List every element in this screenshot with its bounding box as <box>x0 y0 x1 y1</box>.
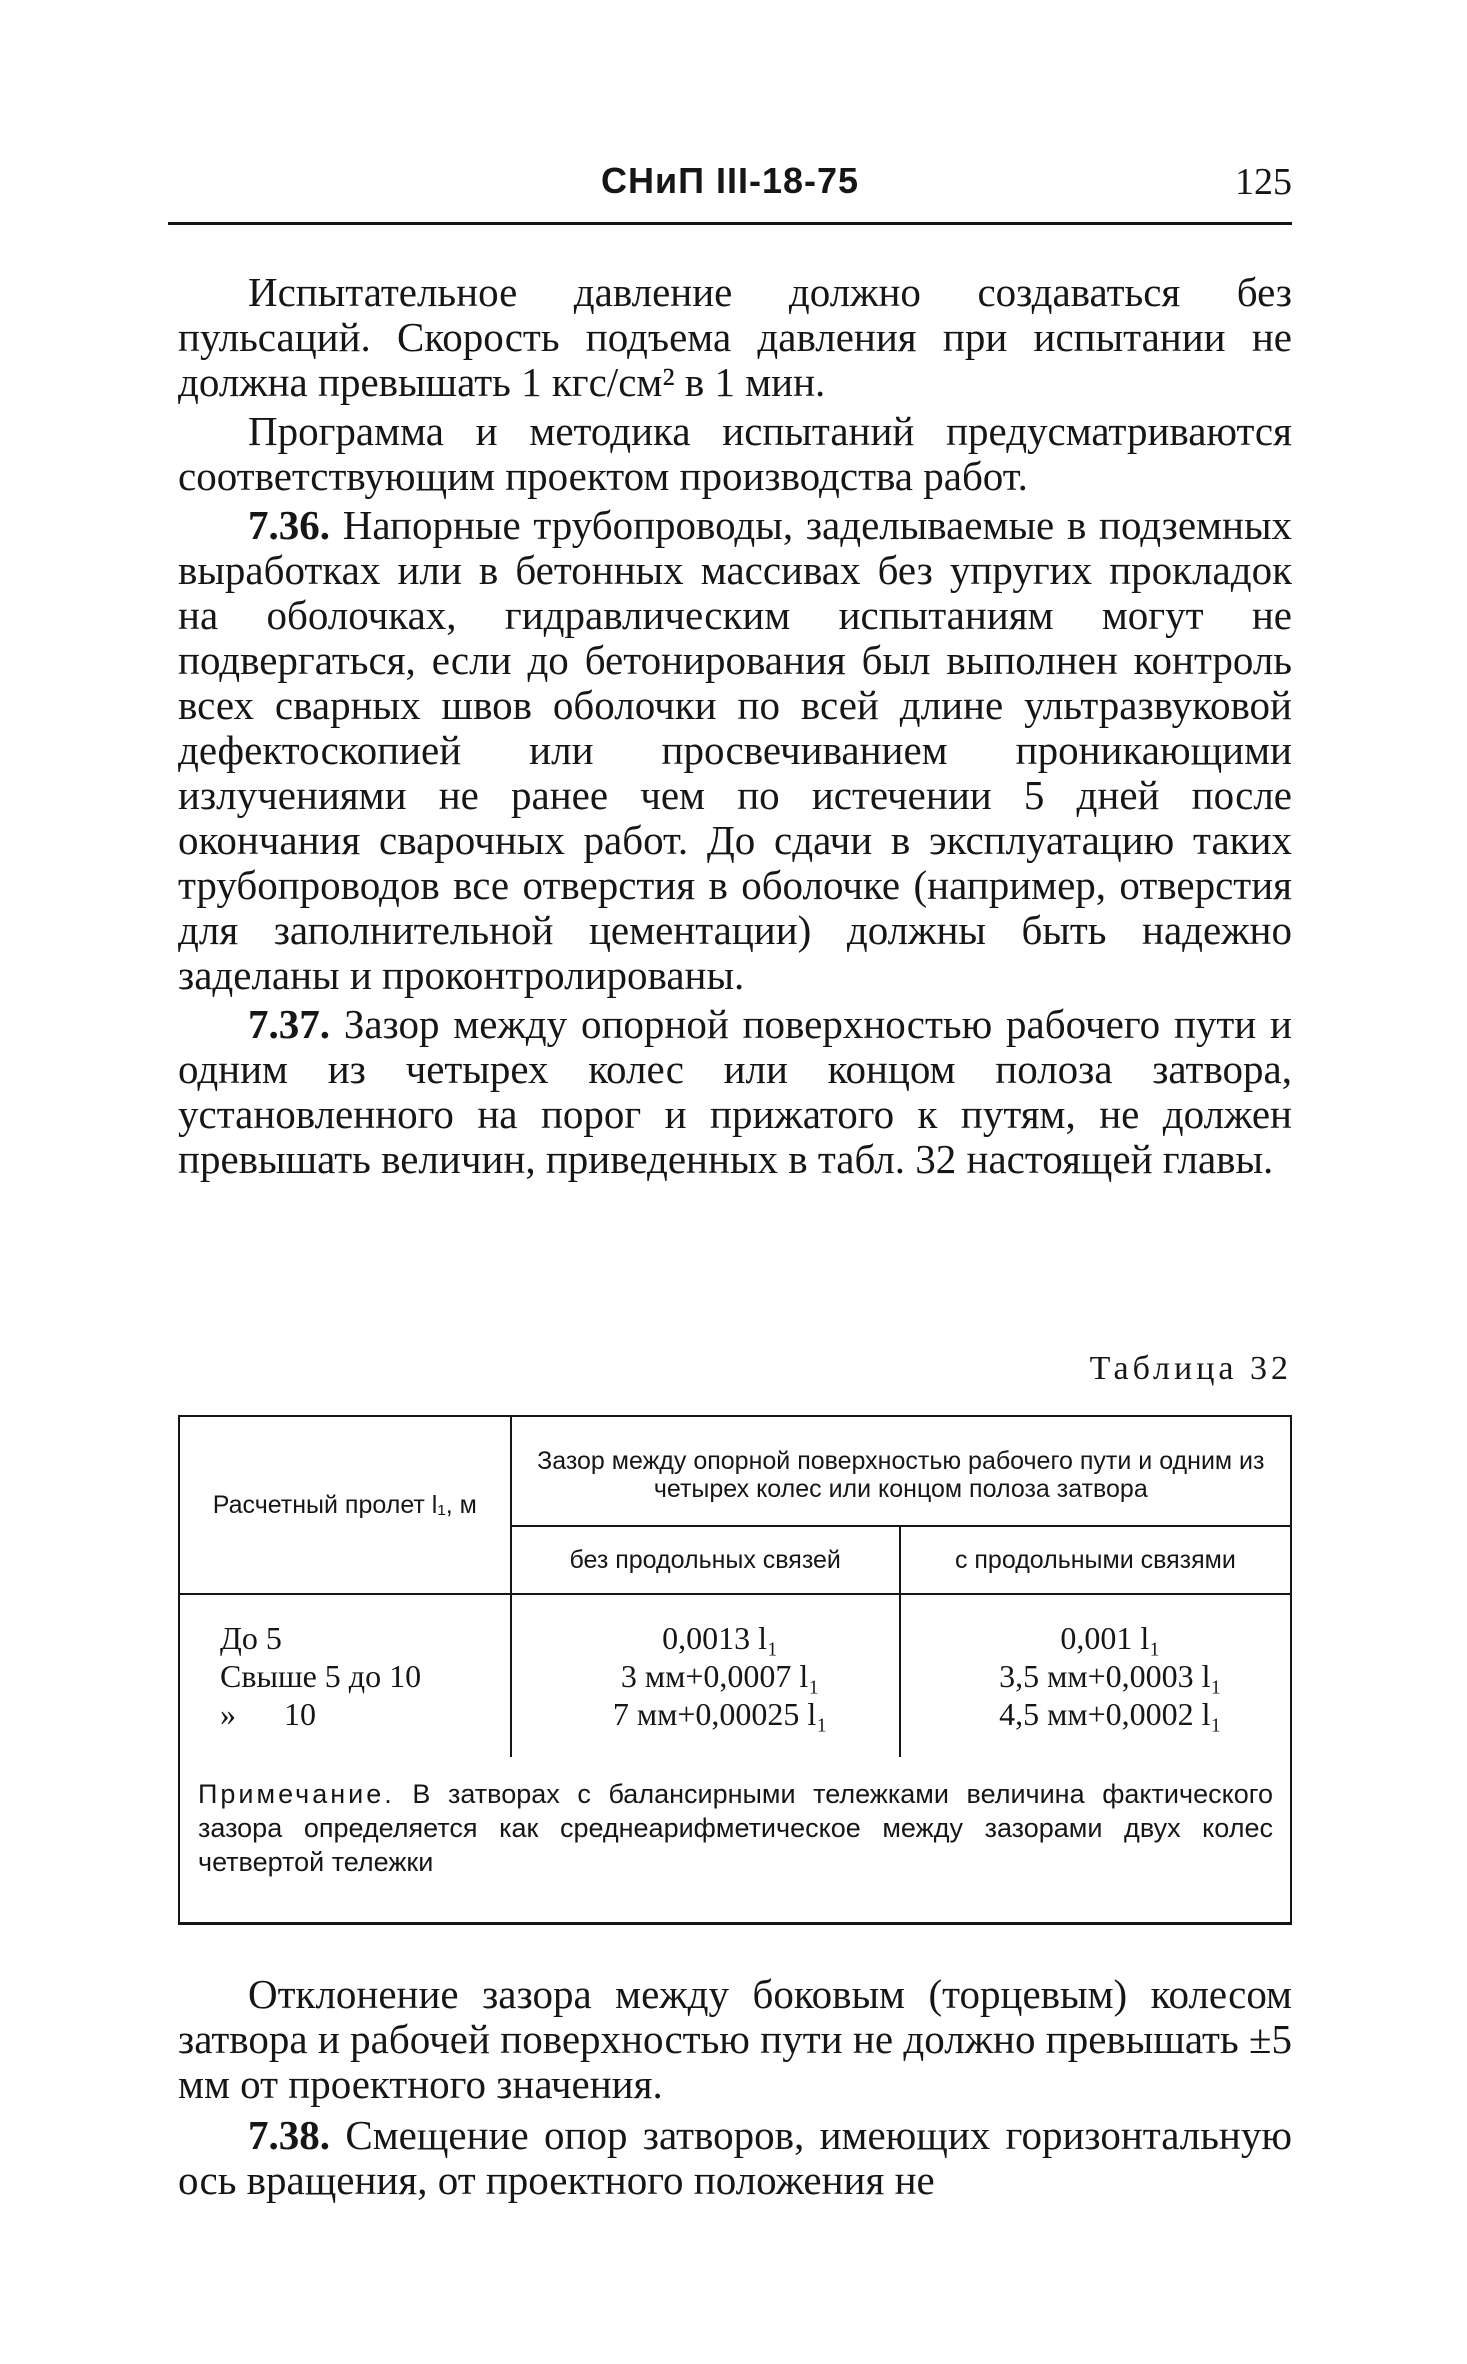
note-text: В затворах с балансирными тележками величина фактического зазора определяется как среднеарифметическое между зазорами двух колес четвертой тележки <box>198 1779 1273 1877</box>
document-code: СНиП III-18-75 <box>600 160 860 201</box>
paragraph: Отклонение зазора между боковым (торцевым) колесом затвора и рабочей поверхностью пути не должно превышать ±5 мм от проектного значения. <box>178 1971 1292 2107</box>
running-header <box>168 160 1292 210</box>
clause-text: Напорные трубопроводы, заделываемые в подземных выработках или в бетонных массивах без упругих прокладок на оболочках, гидравлическим испытаниям могут не подвергаться, если до бетонирования был выполнен контроль всех сварных швов оболочки по всей длине ультразвуковой дефектоскопией или просвечиванием проникающими излучениями не ранее чем по истечении 5 дней после окончания сварочных работ. До сдачи в эксплуатацию таких трубопроводов все отверстия в оболочке (например, отверстия для заполнительной цементации) должны быть надежно заделаны и проконтролированы. <box>178 502 1292 998</box>
clause-number: 7.38. <box>248 2112 330 2158</box>
clause-number: 7.37. <box>248 1001 330 1047</box>
table-note <box>198 1777 1273 1879</box>
table-cell: 0,001 l₁ <box>1060 1620 1161 1656</box>
page-number: 125 <box>1235 161 1292 203</box>
body-text-bottom <box>178 1972 1292 2209</box>
data-table <box>180 1417 1290 1757</box>
table-cell: До 5 <box>220 1620 282 1656</box>
clause-7-37 <box>178 1002 1292 1182</box>
table-cell: 3,5 мм+0,0003 l₁ <box>999 1658 1222 1694</box>
column-group-header: Зазор между опорной поверхностью рабочего пути и одним из четырех колес или концом полоза затвора <box>511 1417 1290 1526</box>
table-32 <box>178 1415 1292 1925</box>
column-header-with-ties: с продольными связями <box>900 1526 1290 1594</box>
span-values <box>180 1594 511 1757</box>
without-ties-values <box>511 1594 900 1757</box>
column-header-span: Расчетный пролет l₁, м <box>180 1417 511 1594</box>
table-cell: 0,0013 l₁ <box>662 1620 779 1656</box>
header-rule <box>168 222 1292 225</box>
column-header-without-ties: без продольных связей <box>511 1526 900 1594</box>
clause-text: Зазор между опорной поверхностью рабочего пути и одним из четырех колес или концом полоза затвора, установленного на порог и прижатого к путям, не должен превышать величин, приведенных в табл. 32 настоящей главы. <box>178 1001 1292 1182</box>
paragraph: Программа и методика испытаний предусматриваются соответствующим проектом производства работ. <box>178 408 1292 499</box>
table-caption: Таблица 32 <box>1089 1350 1292 1387</box>
clause-7-38 <box>178 2113 1292 2203</box>
table-cell: Свыше 5 до 10 <box>220 1658 422 1694</box>
table-cell: 4,5 мм+0,0002 l₁ <box>999 1696 1222 1732</box>
clause-number: 7.36. <box>248 502 330 548</box>
table-cell: » 10 <box>220 1696 316 1732</box>
paragraph: Испытательное давление должно создаваться без пульсаций. Скорость подъема давления при испытании не должна превышать 1 кгс/см² в 1 мин. <box>178 269 1292 405</box>
clause-text: Смещение опор затворов, имеющих горизонтальную ось вращения, от проектного положения не <box>178 2112 1292 2203</box>
clause-7-36 <box>178 503 1292 998</box>
with-ties-values <box>900 1594 1290 1757</box>
note-label: Примечание. <box>198 1779 395 1809</box>
table-cell: 3 мм+0,0007 l₁ <box>620 1658 820 1694</box>
table-cell: 7 мм+0,00025 l₁ <box>612 1696 828 1732</box>
body-text-top <box>178 270 1292 1186</box>
